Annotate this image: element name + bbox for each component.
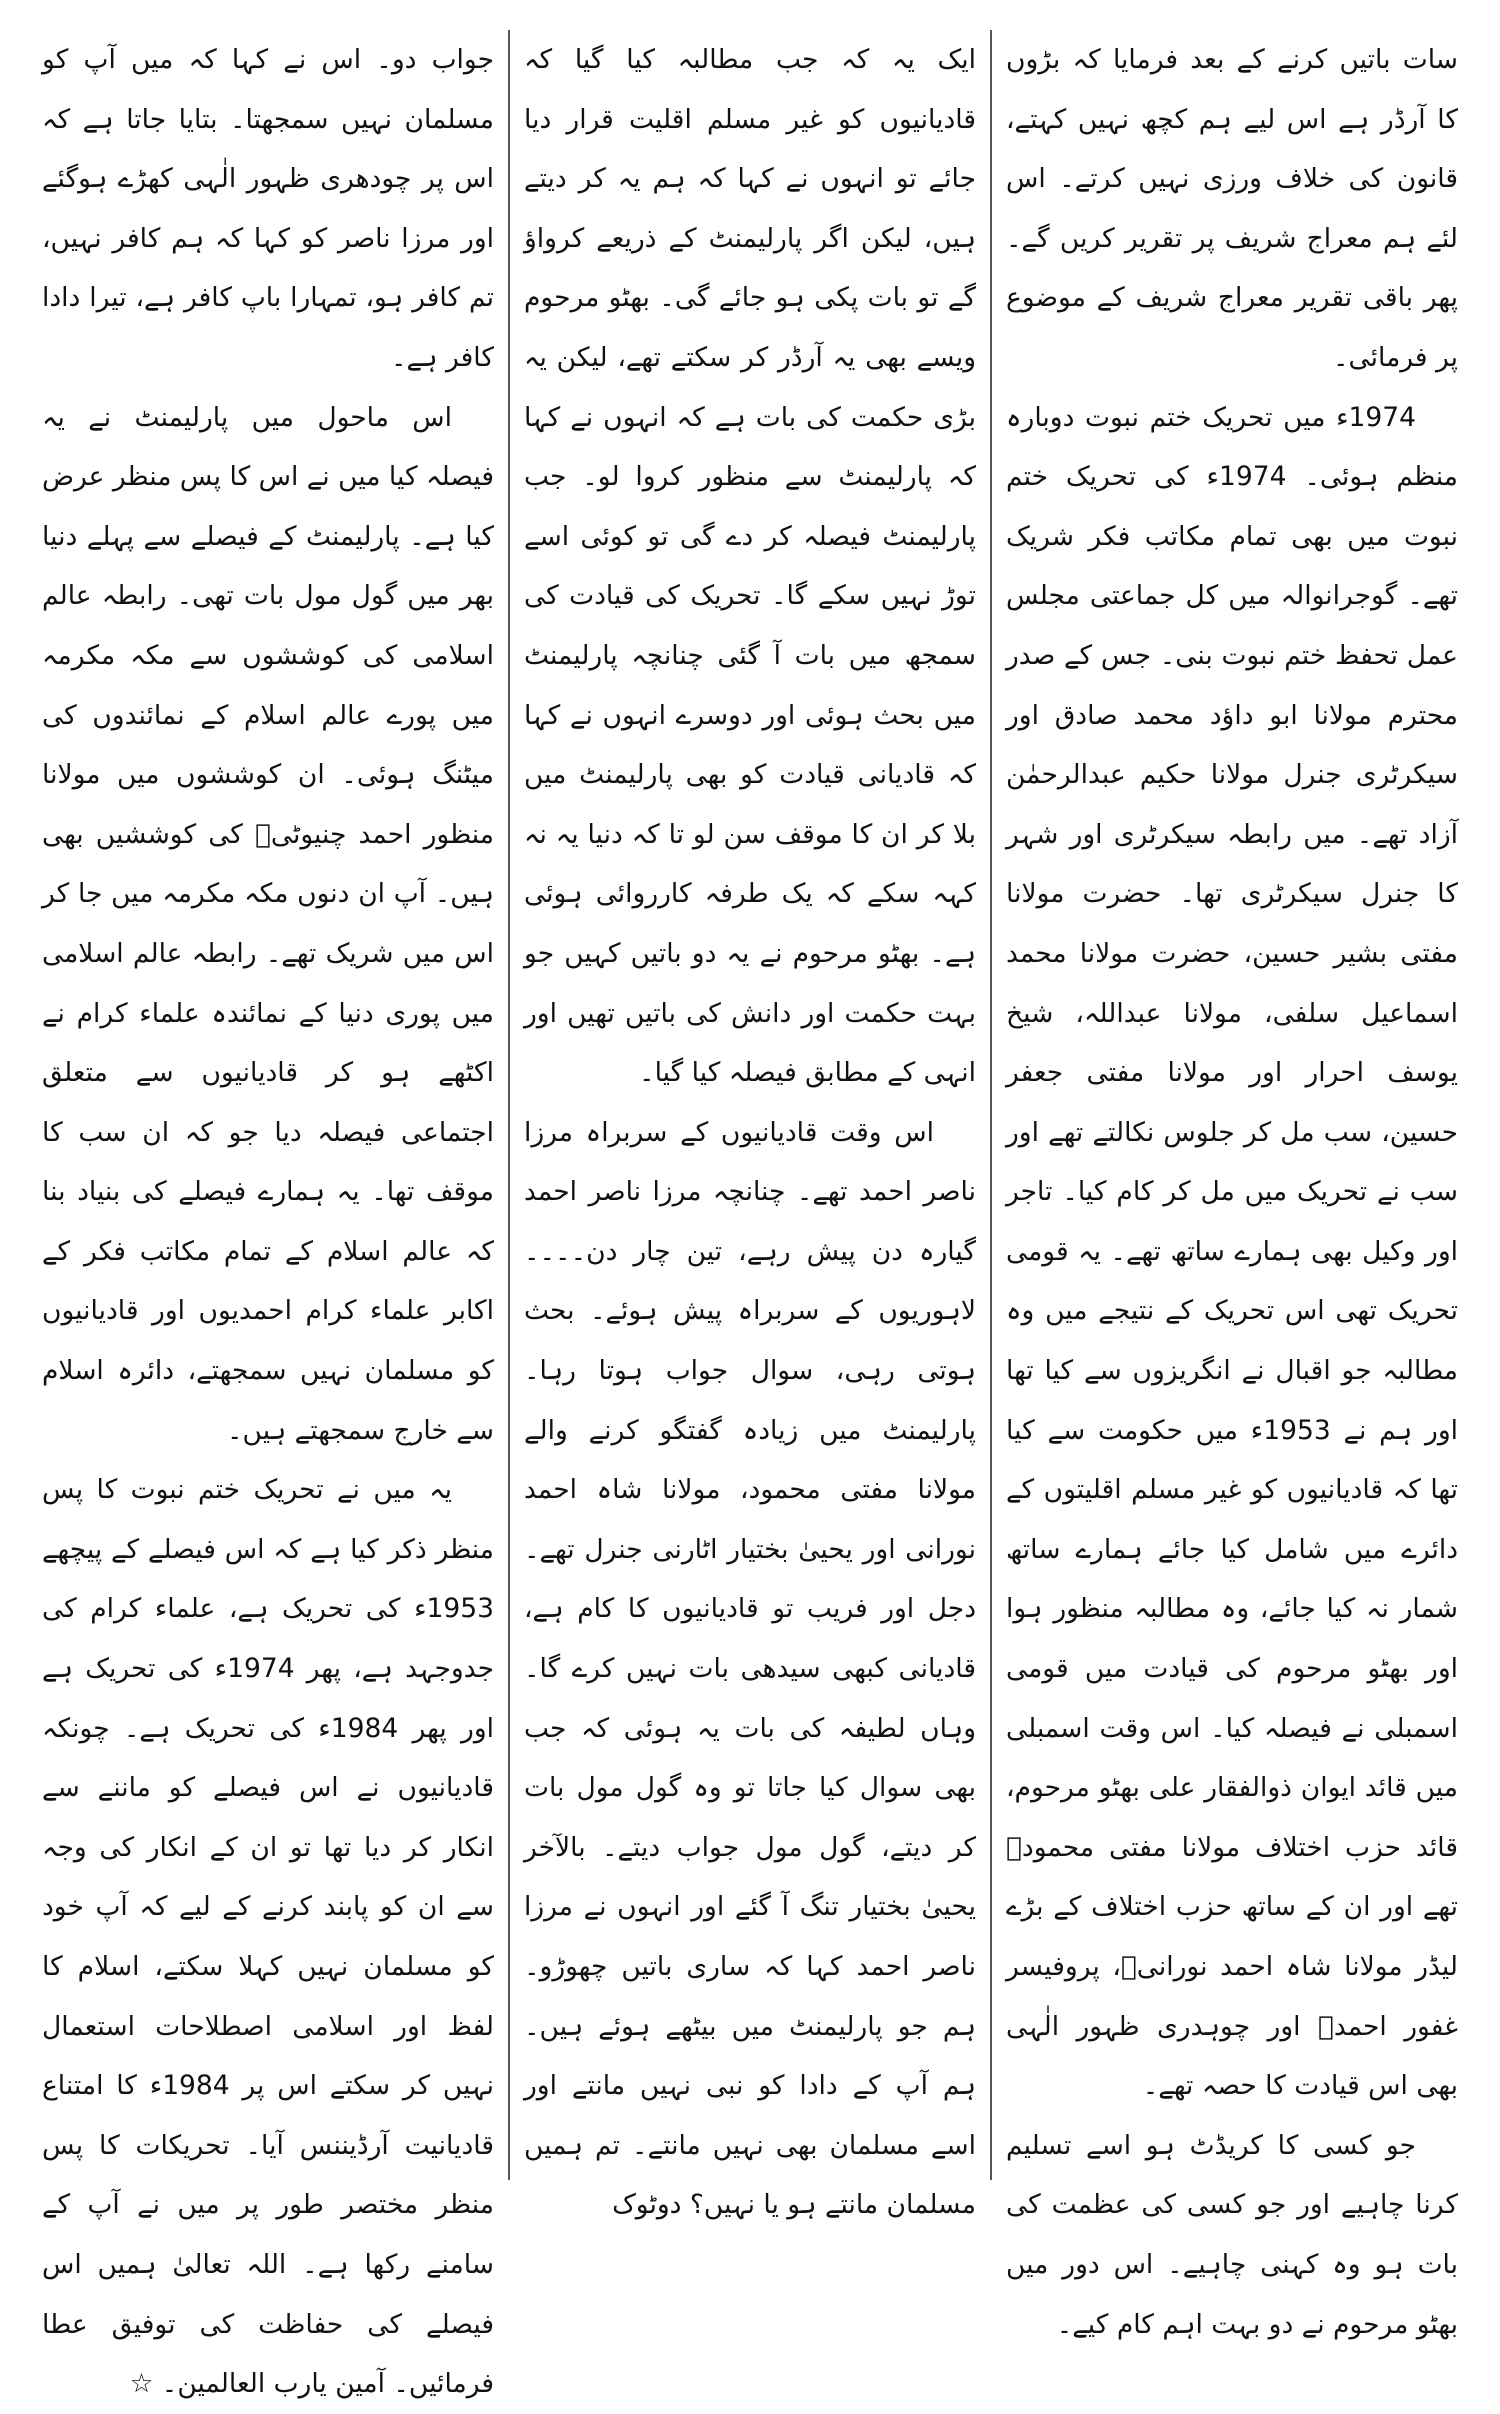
paragraph: سات باتیں کرنے کے بعد فرمایا کہ بڑوں کا آرڈر ہے اس لیے ہم کچھ نہیں کہتے، قانون کی خلاف ورزی نہیں کرتے۔ اس لئے ہم معراج شریف پر تقریر کریں گے۔ پھر باقی تقریر معراج شریف کے موضوع پر فرمائی۔	[1006, 44, 1458, 373]
paragraph: 1974ء میں تحریک ختم نبوت دوبارہ منظم ہوئی۔ 1974ء کی تحریک ختم نبوت میں بھی تمام مکاتب فکر شریک تھے۔ گوجرانوالہ میں کل جماعتی مجلس عمل تحفظ ختم نبوت بنی۔ جس کے صدر محترم مولانا ابو داؤد محمد صادق اور سیکرٹری جنرل مولانا حکیم عبدالرحمٰن آزاد تھے۔ میں رابطہ سیکرٹری اور شہر کا جنرل سیکرٹری تھا۔ حضرت مولانا مفتی بشیر حسین، حضرت مولانا محمد اسماعیل سلفی، مولانا عبداللہ، شیخ یوسف احرار اور مولانا مفتی جعفر حسین، سب مل کر جلوس نکالتے تھے اور سب نے تحریک میں مل کر کام کیا۔ تاجر اور وکیل بھی ہمارے ساتھ تھے۔ یہ قومی تحریک تھی اس تحریک کے نتیجے میں وہ مطالبہ جو اقبال نے انگریزوں سے کیا تھا اور ہم نے 1953ء میں حکومت سے کیا تھا کہ قادیانیوں کو غیر مسلم اقلیتوں کے دائرے میں شامل کیا جائے ہمارے ساتھ شمار نہ کیا جائے، وہ مطالبہ منظور ہوا اور بھٹو مرحوم کی قیادت میں قومی اسمبلی نے فیصلہ کیا۔ اس وقت اسمبلی میں قائد ایوان ذوالفقار علی بھٹو مرحوم، قائد حزب اختلاف مولانا مفتی محمودؒ تھے اور ان کے ساتھ حزب اختلاف کے بڑے لیڈر مولانا شاہ احمد نورانیؒ، پروفیسر غفور احمدؒ اور چوہدری ظہور الٰہی بھی اس قیادت کا حصہ تھے۔	[1006, 401, 1459, 2102]
column-middle	[510, 30, 990, 2221]
paragraph: جو کسی کا کریڈٹ ہو اسے تسلیم کرنا چاہیے اور جو کسی کی عظمت کی بات ہو وہ کہنی چاہیے۔ اس دور میں بھٹو مرحوم نے دو بہت اہم کام کیے۔	[1006, 2129, 1458, 2340]
paragraph: اس ماحول میں پارلیمنٹ نے یہ فیصلہ کیا میں نے اس کا پس منظر عرض کیا ہے۔ پارلیمنٹ کے فیصلے سے پہلے دنیا بھر میں گول مول بات تھی۔ رابطہ عالم اسلامی کی کوششوں سے مکہ مکرمہ میں پورے عالم اسلام کے نمائندوں کی میٹنگ ہوئی۔ ان کوششوں میں مولانا منظور احمد چنیوٹیؒ کی کوششیں بھی ہیں۔ آپ ان دنوں مکہ مکرمہ میں جا کر اس میں شریک تھے۔ رابطہ عالم اسلامی میں پوری دنیا کے نمائندہ علماء کرام نے اکٹھے ہو کر قادیانیوں سے متعلق اجتماعی فیصلہ دیا جو کہ ان سب کا موقف تھا۔ یہ ہمارے فیصلے کی بنیاد بنا کہ عالم اسلام کے تمام مکاتب فکر کے اکابر علماء کرام احمدیوں اور قادیانیوں کو مسلمان نہیں سمجھتے، دائرہ اسلام سے خارج سمجھتے ہیں۔	[42, 401, 494, 1446]
column-right	[992, 30, 1472, 2340]
paragraph: اس وقت قادیانیوں کے سربراہ مرزا ناصر احمد تھے۔ چنانچہ مرزا ناصر احمد گیارہ دن پیش رہے، تین چار دن۔۔۔۔ لاہوریوں کے سربراہ پیش ہوئے۔ بحث ہوتی رہی، سوال جواب ہوتا رہا۔ پارلیمنٹ میں زیادہ گفتگو کرنے والے مولانا مفتی محمود، مولانا شاہ احمد نورانی اور یحییٰ بختیار اٹارنی جنرل تھے۔ دجل اور فریب تو قادیانیوں کا کام ہے، قادیانی کبھی سیدھی بات نہیں کرے گا۔ وہاں لطیفہ کی بات یہ ہوئی کہ جب بھی سوال کیا جاتا تو وہ گول مول بات کر دیتے، گول مول جواب دیتے۔ بالآخر یحییٰ بختیار تنگ آ گئے اور انہوں نے مرزا ناصر احمد کہا کہ ساری باتیں چھوڑو۔ ہم جو پارلیمنٹ میں بیٹھے ہوئے ہیں۔ ہم آپ کے دادا کو نبی نہیں مانتے اور اسے مسلمان بھی نہیں مانتے۔ تم ہمیں مسلمان مانتے ہو یا نہیں؟ دوٹوک	[524, 1116, 976, 2221]
paragraph: جواب دو۔ اس نے کہا کہ میں آپ کو مسلمان نہیں سمجھتا۔ بتایا جاتا ہے کہ اس پر چودھری ظہور الٰہی کھڑے ہوگئے اور مرزا ناصر کو کہا کہ ہم کافر نہیں، تم کافر ہو، تمہارا باپ کافر ہے، تیرا دادا کافر ہے۔	[42, 44, 494, 373]
paragraph: یہ میں نے تحریک ختم نبوت کا پس منظر ذکر کیا ہے کہ اس فیصلے کے پیچھے 1953ء کی تحریک ہے، علماء کرام کی جدوجہد ہے، پھر 1974ء کی تحریک ہے اور پھر 1984ء کی تحریک ہے۔ چونکہ قادیانیوں نے اس فیصلے کو ماننے سے انکار کر دیا تھا تو ان کے انکار کی وجہ سے ان کو پابند کرنے کے لیے کہ آپ خود کو مسلمان نہیں کہلا سکتے، اسلام کا لفظ اور اسلامی اصطلاحات استعمال نہیں کر سکتے اس پر 1984ء کا امتناع قادیانیت آرڈیننس آیا۔ تحریکات کا پس منظر مختصر طور پر میں نے آپ کے سامنے رکھا ہے۔ اللہ تعالیٰ ہمیں اس فیصلے کی حفاظت کی توفیق عطا فرمائیں۔ آمین یارب العالمین۔ ☆	[42, 1474, 495, 2400]
column-left	[28, 30, 508, 2400]
paragraph: ایک یہ کہ جب مطالبہ کیا گیا کہ قادیانیوں کو غیر مسلم اقلیت قرار دیا جائے تو انہوں نے کہا کہ ہم یہ کر دیتے ہیں، لیکن اگر پارلیمنٹ کے ذریعے کرواؤ گے تو بات پکی ہو جائے گی۔ بھٹو مرحوم ویسے بھی یہ آرڈر کر سکتے تھے، لیکن یہ بڑی حکمت کی بات ہے کہ انہوں نے کہا کہ پارلیمنٹ سے منظور کروا لو۔ جب پارلیمنٹ فیصلہ کر دے گی تو کوئی اسے توڑ نہیں سکے گا۔ تحریک کی قیادت کی سمجھ میں بات آ گئی چنانچہ پارلیمنٹ میں بحث ہوئی اور دوسرے انہوں نے کہا کہ قادیانی قیادت کو بھی پارلیمنٹ میں بلا کر ان کا موقف سن لو تا کہ دنیا یہ نہ کہہ سکے کہ یک طرفہ کارروائی ہوئی ہے۔ بھٹو مرحوم نے یہ دو باتیں کہیں جو بہت حکمت اور دانش کی باتیں تھیں اور انہی کے مطابق فیصلہ کیا گیا۔	[524, 44, 976, 1089]
